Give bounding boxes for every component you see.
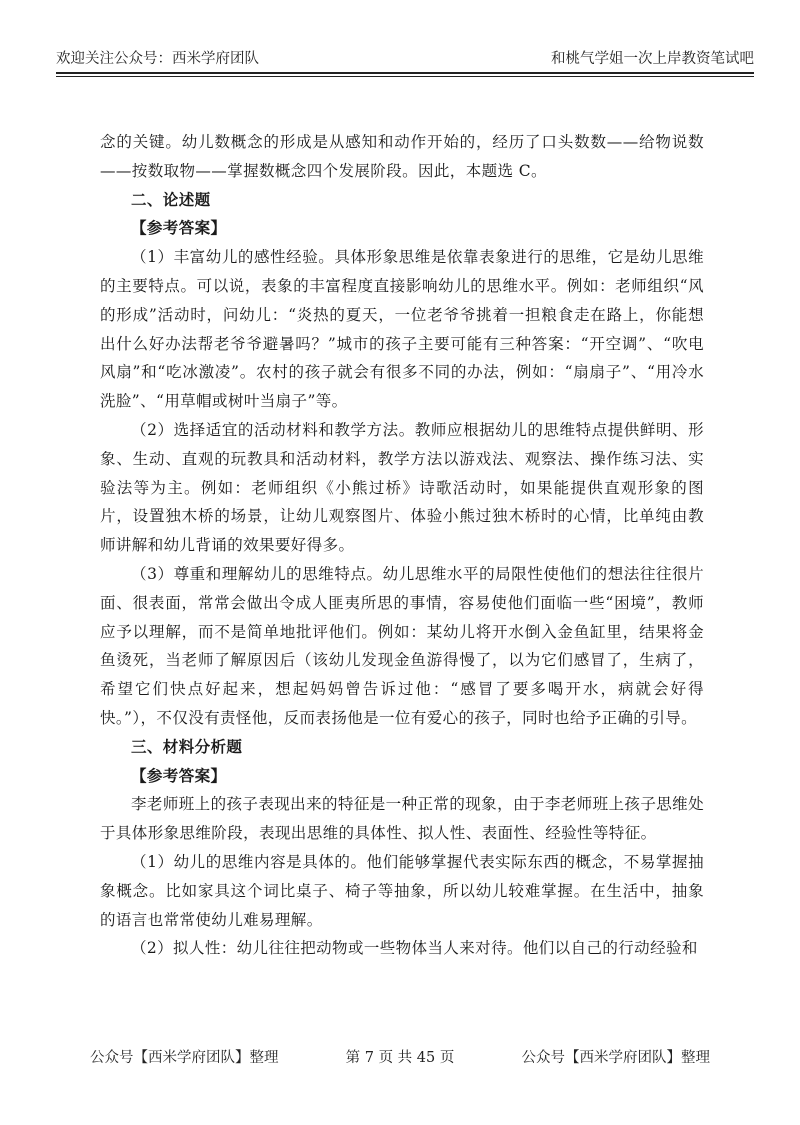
section-heading-essay: 二、论述题	[131, 189, 211, 209]
page-footer	[90, 1044, 710, 1068]
reference-answer-label: 【参考答案】	[131, 765, 227, 785]
paragraph-personification: （2）拟人性：幼儿往往把动物或一些物体当人来对待。他们以自己的行动经验和	[131, 939, 698, 958]
paragraph-intro: 李老师班上的孩子表现出来的特征是一种正常的现象，由于李老师班上孩子思维处于具体形象思维阶段，表现出思维的具体性、拟人性、表面性、经验性等特征。	[100, 795, 704, 843]
paragraph-point-1: （1）丰富幼儿的感性经验。具体形象思维是依靠表象进行的思维，它是幼儿思维的主要特点。可以说，表象的丰富程度直接影响幼儿的思维水平。例如：老师组织“风的形成”活动时，问幼儿：“炎热的夏天，一位老爷爷挑着一担粮食走在路上，你能想出什么好办法帮老爷爷避暑吗？”城市的孩子主要可能有三种答案：“开空调”、“吹电风扇”和“吃冰激凌”。农村的孩子就会有很多不同的办法，例如：“扇扇子”、“用冷水洗脸”、“用草帽或树叶当扇子”等。	[100, 248, 704, 411]
paragraph-point-3: （3）尊重和理解幼儿的思维特点。幼儿思维水平的局限性使他们的想法往往很片面、很表面，常常会做出令成人匪夷所思的事情，容易使他们面临一些“困境”，教师应予以理解，而不是简单地批评他们。例如：某幼儿将开水倒入金鱼缸里，结果将金鱼烫死，当老师了解原因后（该幼儿发现金鱼游得慢了，以为它们感冒了，生病了，希望它们快点好起来，想起妈妈曾告诉过他：“感冒了要多喝开水，病就会好得快。”），不仅没有责怪他，反而表扬他是一位有爱心的孩子，同时也给予正确的引导。	[100, 564, 704, 727]
paragraph-concreteness: （1）幼儿的思维内容是具体的。他们能够掌握代表实际东西的概念，不易掌握抽象概念。比如家具这个词比桌子、椅子等抽象，所以幼儿较难掌握。在生活中，抽象的语言也常常使幼儿难易理解。	[100, 852, 704, 929]
document-body	[100, 128, 704, 963]
footer-right-text: 公众号【西米学府团队】整理	[521, 1049, 710, 1066]
footer-left-text: 公众号【西米学府团队】整理	[90, 1049, 279, 1066]
reference-answer-label: 【参考答案】	[131, 218, 227, 238]
paragraph-continuation: 念的关键。幼儿数概念的形成是从感知和动作开始的，经历了口头数数——给物说数——按数取物——掌握数概念四个发展阶段。因此，本题选 C。	[100, 133, 704, 180]
header-divider-thin	[56, 76, 754, 77]
header-divider	[56, 72, 754, 74]
header-right-text: 和桃气学姐一次上岸教资笔试吧	[551, 50, 754, 67]
section-heading-material-analysis: 三、材料分析题	[131, 736, 243, 756]
paragraph-point-2: （2）选择适宜的活动材料和教学方法。教师应根据幼儿的思维特点提供鲜明、形象、生动、直观的玩教具和活动材料，教学方法以游戏法、观察法、操作练习法、实验法等为主。例如：老师组织《小熊过桥》诗歌活动时，如果能提供直观形象的图片，设置独木桥的场景，让幼儿观察图片、体验小熊过独木桥时的心情，比单纯由教师讲解和幼儿背诵的效果要好得多。	[100, 420, 704, 555]
page-number: 第 7 页 共 45 页	[345, 1049, 455, 1066]
page-header	[56, 44, 754, 70]
header-left-text: 欢迎关注公众号：西米学府团队	[56, 50, 259, 67]
